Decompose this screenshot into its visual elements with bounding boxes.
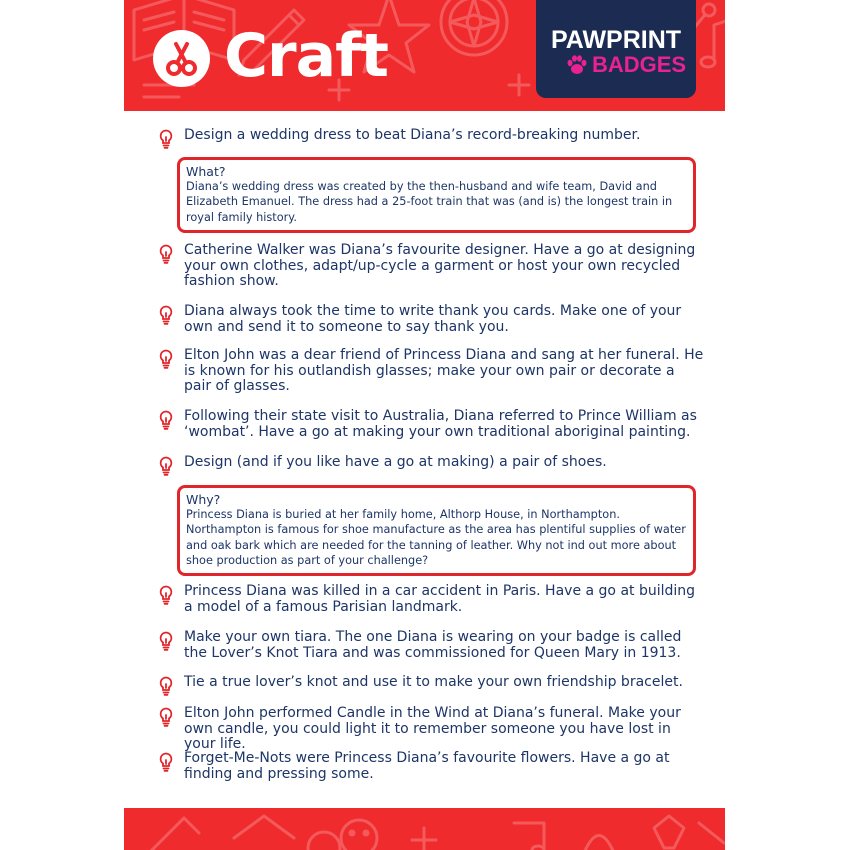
- doodle-pattern-icon: [124, 808, 725, 850]
- footer-banner: [124, 808, 725, 850]
- item-text: Forget-Me-Nots were Princess Diana’s favourite flowers. Have a go at finding and pressing some.: [184, 750, 670, 782]
- what-info-box: [177, 157, 696, 233]
- page: [124, 0, 725, 850]
- box-body: Diana’s wedding dress was created by the then-husband and wife team, David and Elizabeth Emanuel. The dress had a 25-foot train that was (and is) the longest train in royal family history.: [186, 180, 673, 224]
- scissors-icon: [153, 30, 210, 87]
- item-text: Tie a true lover’s knot and use it to make your own friendship bracelet.: [184, 674, 683, 690]
- item-text: Catherine Walker was Diana’s favourite designer. Have a go at designing your own clothes, adapt/up-cycle a garment or host your own recycled fashion show.: [184, 242, 696, 289]
- lightbulb-icon: [158, 410, 174, 430]
- item-text: Elton John was a dear friend of Princess Diana and sang at her funeral. He is known for his outlandish glasses; make your own pair or decorate a pair of glasses.: [184, 347, 704, 394]
- lightbulb-icon: [158, 752, 174, 772]
- lightbulb-icon: [158, 707, 174, 727]
- paw-icon: [566, 55, 588, 75]
- brand-badges-word: BADGES: [591, 52, 687, 77]
- brand-name: PAWPRINT: [550, 26, 682, 54]
- item-text: Following their state visit to Australia, Diana referred to Prince William as ‘wombat’. Have a go at making your own traditional aboriginal painting.: [184, 408, 697, 440]
- header-banner: [124, 0, 725, 111]
- lightbulb-icon: [158, 676, 174, 696]
- item-text: Design a wedding dress to beat Diana’s record-breaking number.: [184, 127, 641, 143]
- pawprint-badges-logo: [536, 0, 696, 98]
- page-title: Craft: [224, 21, 388, 91]
- item-text: Princess Diana was killed in a car accident in Paris. Have a go at building a model of a famous Parisian landmark.: [184, 583, 696, 615]
- lightbulb-icon: [158, 631, 174, 651]
- lightbulb-icon: [158, 349, 174, 369]
- item-text: Diana always took the time to write thank you cards. Make one of your own and send it to someone to say thank you.: [184, 303, 682, 335]
- brand-subline: [556, 52, 696, 78]
- why-info-box: [177, 485, 696, 576]
- lightbulb-icon: [158, 305, 174, 325]
- lightbulb-icon: [158, 456, 174, 476]
- craft-badge-circle: [153, 30, 210, 87]
- box-heading: What?: [186, 164, 226, 179]
- item-text: Elton John performed Candle in the Wind at Diana’s funeral. Make your own candle, you could light it to remember someone you have lost in your life.: [184, 705, 681, 752]
- lightbulb-icon: [158, 244, 174, 264]
- lightbulb-icon: [158, 129, 174, 149]
- item-text: Design (and if you like have a go at making) a pair of shoes.: [184, 454, 607, 470]
- box-heading: Why?: [186, 492, 221, 507]
- lightbulb-icon: [158, 585, 174, 605]
- box-body: Princess Diana is buried at her family home, Althorp House, in Northampton. Northampton is famous for shoe manufacture as the area has plentiful supplies of water and oak bark which are needed for the tanning of leather. Why not ind out more about shoe production as part of your challenge?: [186, 508, 686, 567]
- item-text: Make your own tiara. The one Diana is wearing on your badge is called the Lover’s Knot Tiara and was commissioned for Queen Mary in 1913.: [184, 629, 682, 661]
